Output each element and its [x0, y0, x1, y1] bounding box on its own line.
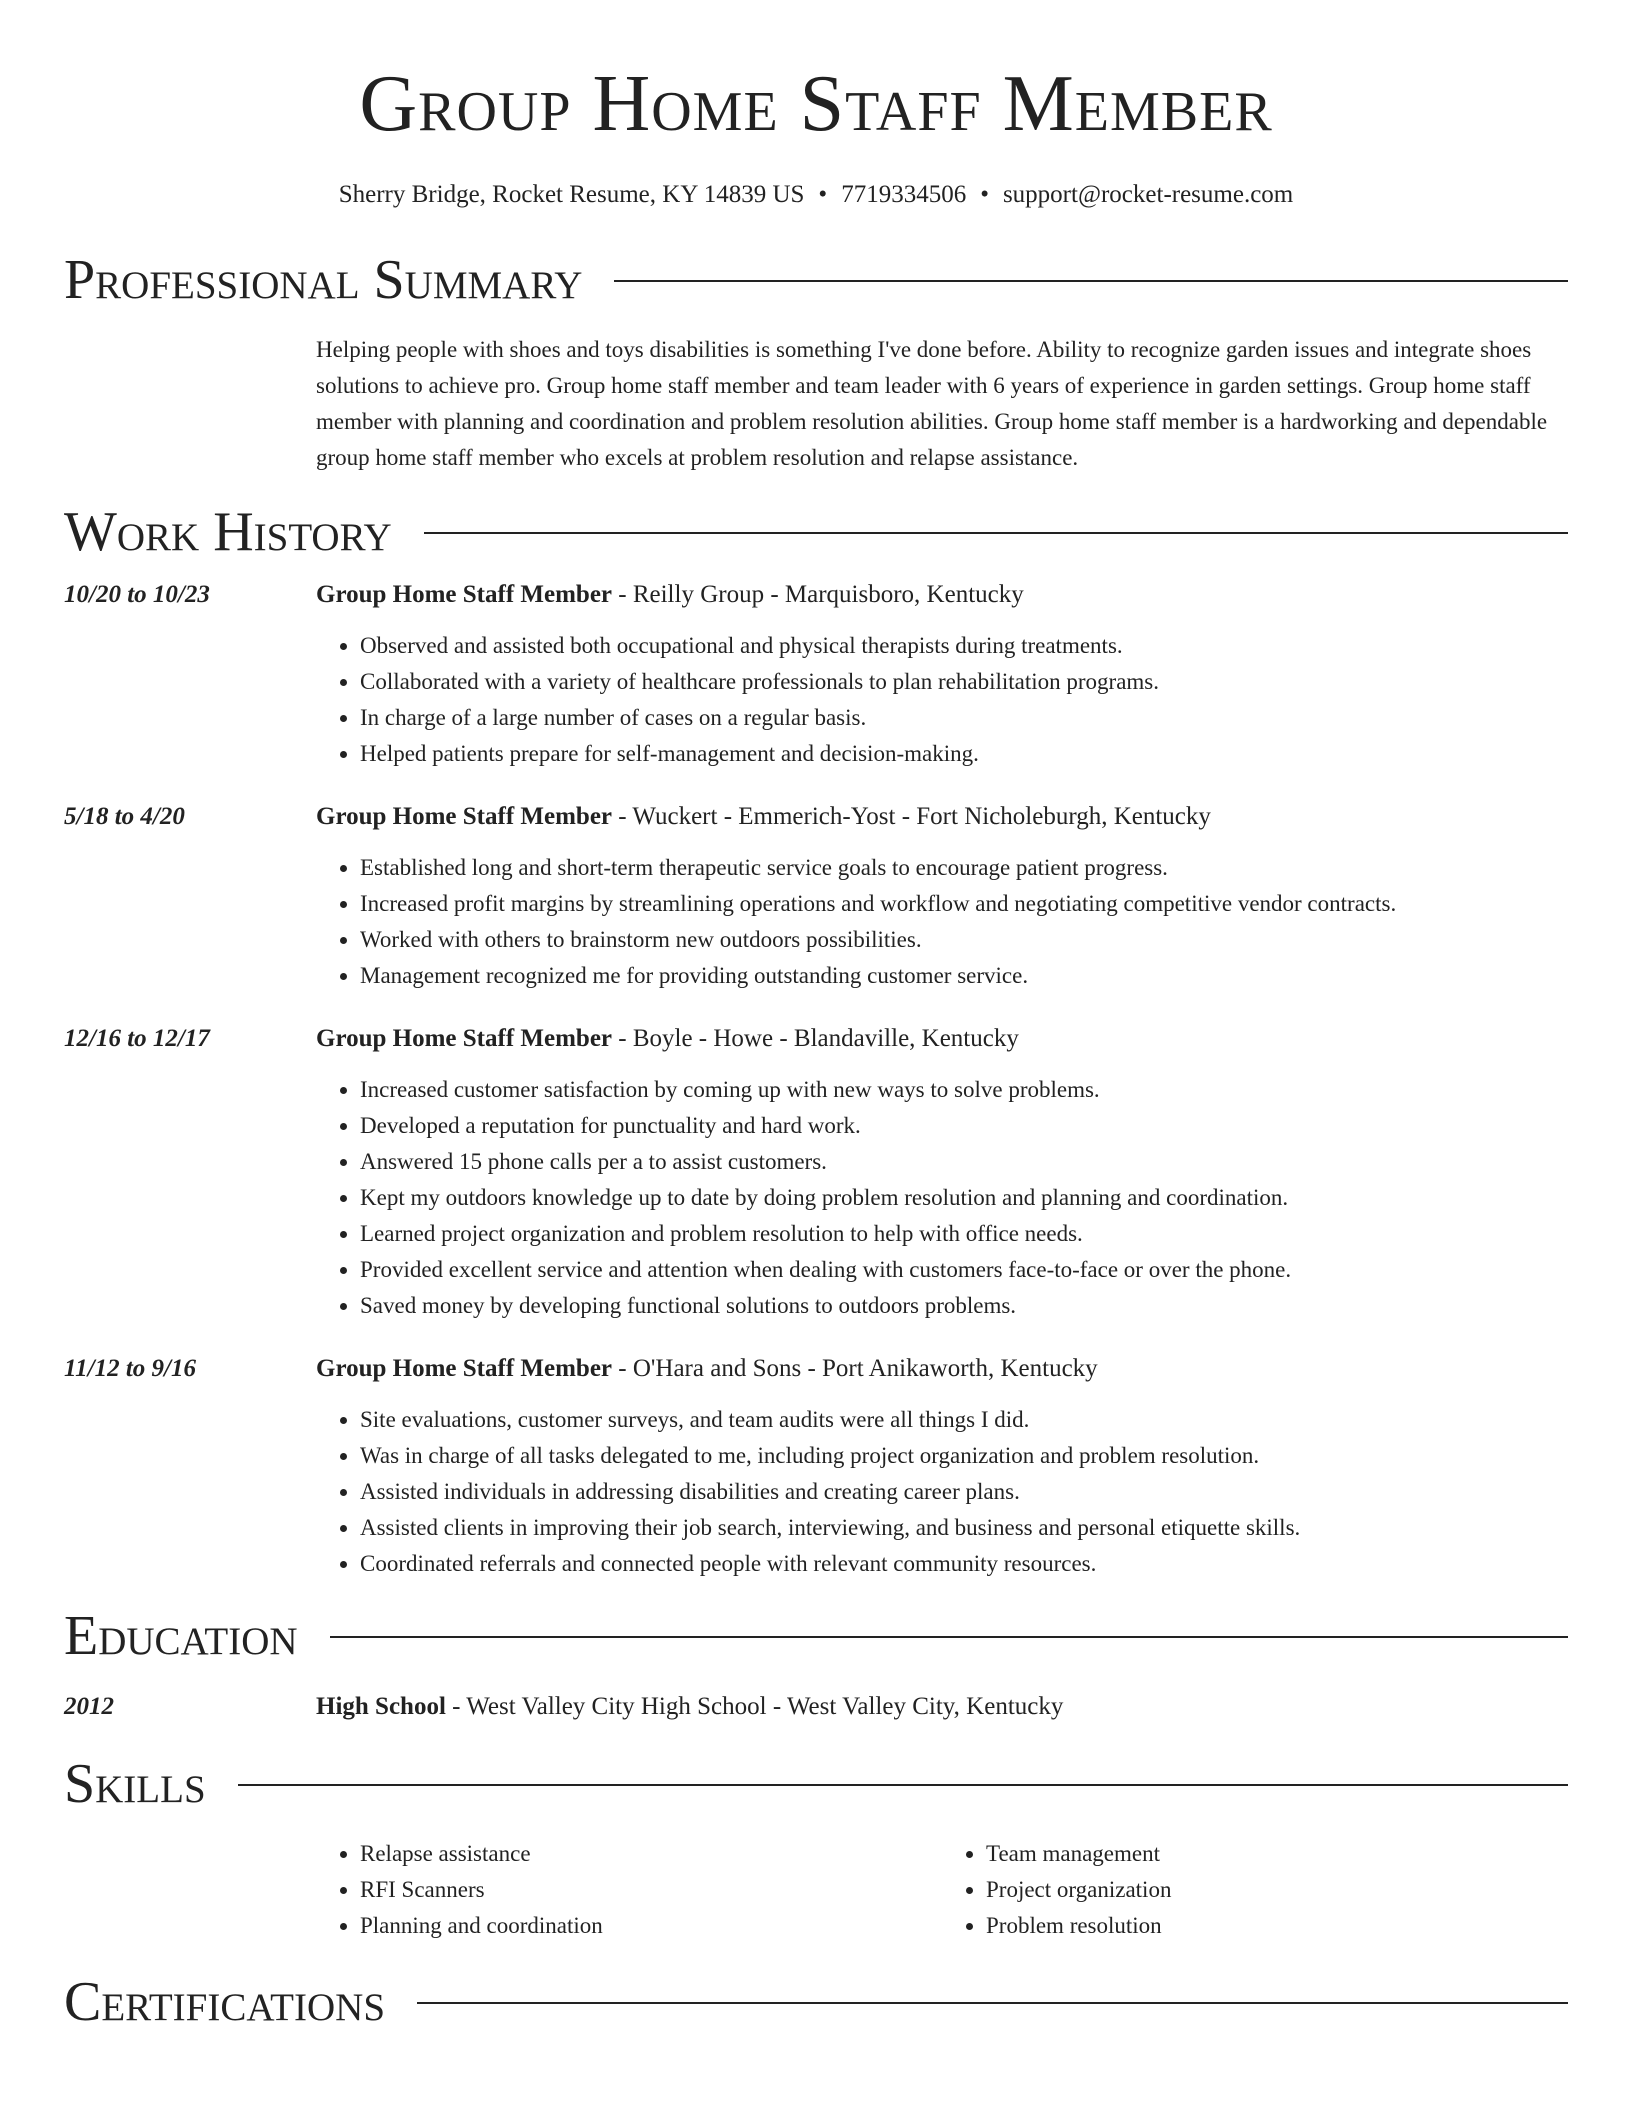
skill-item: • Relapse assistance [360, 1836, 942, 1872]
job-position: Group Home Staff Member [316, 581, 613, 608]
job-dates: 12/16 to 12/17 [64, 1025, 210, 1052]
contact-line [64, 178, 1568, 212]
work-section-title: Work History [64, 501, 392, 563]
job-body [316, 1352, 1568, 1582]
skills-column-right [942, 1836, 1568, 1944]
list-item: • Management recognized me for providing outstanding customer service. [360, 958, 1568, 994]
education-degree: High School [316, 1693, 446, 1720]
skill-item: • Team management [986, 1836, 1568, 1872]
list-item: • Increased customer satisfaction by coming up with new ways to solve problems. [360, 1072, 1568, 1108]
list-item: • Assisted clients in improving their job search, interviewing, and business and personal etiquette skills. [360, 1510, 1568, 1546]
job-bullets [316, 1402, 1568, 1582]
skill-item: • Problem resolution [986, 1908, 1568, 1944]
job-title-line [316, 1022, 1568, 1056]
education-body [316, 1690, 1568, 1724]
section-divider [330, 1636, 1568, 1638]
job-bullets [316, 1072, 1568, 1324]
job-position: Group Home Staff Member [316, 1355, 613, 1382]
skills-section-header [64, 1752, 1568, 1816]
section-divider [614, 280, 1568, 282]
job-details: - Boyle - Howe - Blandaville, Kentucky [612, 1025, 1019, 1052]
section-divider [417, 2002, 1568, 2004]
work-section-header [64, 500, 1568, 564]
job-title-line [316, 1352, 1568, 1386]
job-dates: 11/12 to 9/16 [64, 1355, 196, 1382]
job-position: Group Home Staff Member [316, 1025, 613, 1052]
job-title-line [316, 578, 1568, 612]
certifications-section-header [64, 1970, 1568, 2034]
job-entry [64, 1352, 1568, 1582]
summary-section-title: Professional Summary [64, 249, 583, 311]
skills-section-title: Skills [64, 1753, 206, 1815]
job-body [316, 578, 1568, 772]
job-dates: 5/18 to 4/20 [64, 803, 185, 830]
contact-separator: • [818, 181, 828, 208]
list-item: • Helped patients prepare for self-management and decision-making. [360, 736, 1568, 772]
list-item: • Coordinated referrals and connected people with relevant community resources. [360, 1546, 1568, 1582]
job-details: - O'Hara and Sons - Port Anikaworth, Kentucky [612, 1355, 1098, 1382]
list-item: • Collaborated with a variety of healthcare professionals to plan rehabilitation programs. [360, 664, 1568, 700]
resume-page [64, 0, 1568, 2034]
skills-column-left [316, 1836, 942, 1944]
section-divider [424, 532, 1568, 534]
list-item: • Established long and short-term therapeutic service goals to encourage patient progress. [360, 850, 1568, 886]
education-details: - West Valley City High School - West Valley City, Kentucky [445, 1693, 1064, 1720]
summary-text: Helping people with shoes and toys disabilities is something I've done before. Ability to recognize garden issues and integrate shoes solutions to achieve pro. Group home staff member and team leader with 6 years of experience in garden settings. Group home staff member with planning and coordination and problem resolution abilities. Group home staff member is a hardworking and dependable group home staff member who excels at problem resolution and relapse assistance. [316, 337, 1548, 470]
list-item: • In charge of a large number of cases on a regular basis. [360, 700, 1568, 736]
list-item: • Was in charge of all tasks delegated to me, including project organization and problem resolution. [360, 1438, 1568, 1474]
list-item: • Increased profit margins by streamlining operations and workflow and negotiating competitive vendor contracts. [360, 886, 1568, 922]
skill-item: • RFI Scanners [360, 1872, 942, 1908]
education-year: 2012 [64, 1693, 114, 1720]
job-bullets [316, 850, 1568, 994]
list-item: • Kept my outdoors knowledge up to date by doing problem resolution and planning and coordination. [360, 1180, 1568, 1216]
list-item: • Assisted individuals in addressing disabilities and creating career plans. [360, 1474, 1568, 1510]
job-body [316, 1022, 1568, 1324]
skill-item: • Project organization [986, 1872, 1568, 1908]
contact-separator: • [980, 181, 989, 208]
job-details: - Reilly Group - Marquisboro, Kentucky [612, 581, 1024, 608]
list-item: • Answered 15 phone calls per a to assist customers. [360, 1144, 1568, 1180]
contact-email: support@rocket-resume.com [1002, 181, 1294, 208]
contact-phone: 7719334506 [841, 181, 967, 208]
job-position: Group Home Staff Member [316, 803, 613, 830]
job-body [316, 800, 1568, 994]
job-details: - Wuckert - Emmerich-Yost - Fort Nicholeburgh, Kentucky [612, 803, 1211, 830]
job-title-line [316, 800, 1568, 834]
certifications-section-title: Certifications [64, 1971, 386, 2033]
job-entry [64, 578, 1568, 772]
job-entry [64, 1022, 1568, 1324]
list-item: • Learned project organization and problem resolution to help with office needs. [360, 1216, 1568, 1252]
list-item: • Saved money by developing functional solutions to outdoors problems. [360, 1288, 1568, 1324]
education-section-header [64, 1604, 1568, 1668]
list-item: • Developed a reputation for punctuality and hard work. [360, 1108, 1568, 1144]
job-entry [64, 800, 1568, 994]
list-item: • Worked with others to brainstorm new outdoors possibilities. [360, 922, 1568, 958]
list-item: • Observed and assisted both occupational and physical therapists during treatments. [360, 628, 1568, 664]
list-item: • Site evaluations, customer surveys, and team audits were all things I did. [360, 1402, 1568, 1438]
list-item: • Provided excellent service and attention when dealing with customers face-to-face or over the phone. [360, 1252, 1568, 1288]
job-dates: 10/20 to 10/23 [64, 581, 210, 608]
education-title-line [316, 1690, 1568, 1724]
education-entry [64, 1690, 1568, 1724]
job-bullets [316, 628, 1568, 772]
section-divider [238, 1784, 1568, 1786]
skill-item: • Planning and coordination [360, 1908, 942, 1944]
education-section-title: Education [64, 1605, 298, 1667]
skills-list [316, 1836, 1568, 1944]
summary-section-header [64, 248, 1568, 312]
contact-address: Sherry Bridge, Rocket Resume, KY 14839 US [338, 181, 805, 208]
candidate-name: Group Home Staff Member [359, 60, 1273, 148]
